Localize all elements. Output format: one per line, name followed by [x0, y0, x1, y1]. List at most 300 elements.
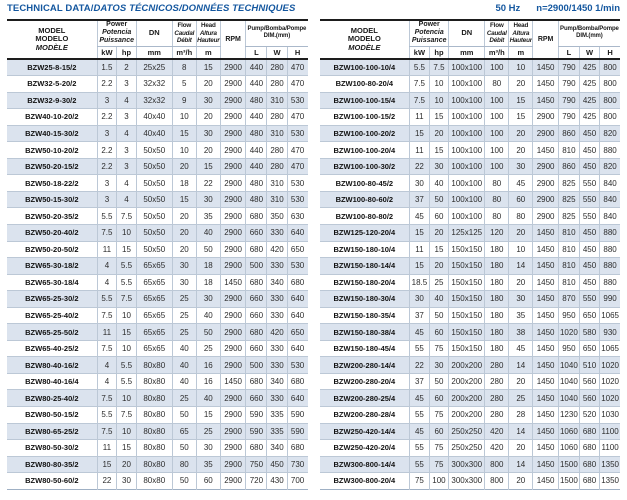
value-cell: 3 [97, 191, 117, 208]
value-cell: 7.5 [410, 92, 430, 109]
model-column-header [7, 20, 97, 59]
dim-label-line1: Pump/Bomba/Pompe [247, 26, 307, 33]
model-cell: BZW250-420-14/4 [320, 423, 410, 440]
value-cell: 500 [246, 357, 267, 374]
table-row [320, 406, 621, 423]
value-cell: 50 [172, 406, 196, 423]
value-cell: 30 [429, 357, 449, 374]
value-cell: 2900 [220, 423, 246, 440]
value-cell: 470 [287, 158, 307, 175]
value-cell: 16 [196, 373, 220, 390]
value-cell: 25x25 [136, 59, 172, 76]
value-cell: 2900 [220, 357, 246, 374]
table-header [7, 20, 308, 59]
value-cell: 20 [509, 274, 533, 291]
value-cell: 1020 [600, 390, 620, 407]
head-column-header [196, 20, 220, 46]
model-cell: BZW100-100-15/2 [320, 109, 410, 126]
value-cell: 2900 [220, 142, 246, 159]
value-cell: 4 [97, 373, 117, 390]
value-cell: 2900 [220, 406, 246, 423]
value-cell: 25 [172, 390, 196, 407]
value-cell: 30 [196, 291, 220, 308]
value-cell: 30 [410, 175, 430, 192]
value-cell: 1450 [533, 456, 559, 473]
table-row [7, 473, 308, 490]
page-title-translations: DATOS TÉCNICOS/DONNÉES TECHNIQUES [93, 3, 296, 14]
value-cell: 55 [410, 340, 430, 357]
value-cell: 560 [579, 373, 599, 390]
value-cell: 3 [97, 125, 117, 142]
flow-label-fr: Débit [176, 36, 192, 44]
value-cell: 1500 [558, 473, 579, 490]
value-cell: 1450 [533, 59, 559, 76]
value-cell: 590 [246, 423, 267, 440]
value-cell: 520 [579, 406, 599, 423]
value-cell: 2.2 [97, 142, 117, 159]
value-cell: 440 [246, 142, 267, 159]
table-row [7, 340, 308, 357]
value-cell: 100 [429, 473, 449, 490]
model-cell: BZW100-80-80/2 [320, 208, 410, 225]
value-cell: 440 [246, 109, 267, 126]
value-cell: 425 [579, 109, 599, 126]
value-cell: 16 [196, 357, 220, 374]
model-cell: BZW50-20-50/2 [7, 241, 97, 258]
value-cell: 45 [410, 423, 430, 440]
value-cell: 40 [429, 291, 449, 308]
value-cell: 7.5 [97, 224, 117, 241]
value-cell: 20 [509, 224, 533, 241]
value-cell: 10 [172, 142, 196, 159]
value-cell: 1450 [533, 224, 559, 241]
value-cell: 180 [485, 324, 509, 341]
value-cell: 65x65 [136, 258, 172, 275]
value-cell: 50 [172, 440, 196, 457]
model-cell: BZW50-20-15/2 [7, 158, 97, 175]
value-cell: 40 [172, 357, 196, 374]
value-cell: 580 [579, 324, 599, 341]
model-cell: BZW25-8-15/2 [7, 59, 97, 76]
value-cell: 14 [509, 357, 533, 374]
value-cell: 680 [287, 373, 307, 390]
value-cell: 790 [558, 59, 579, 76]
value-cell: 180 [485, 291, 509, 308]
value-cell: 530 [287, 125, 307, 142]
value-cell: 15 [509, 92, 533, 109]
value-cell: 65x65 [136, 307, 172, 324]
value-cell: 3 [117, 109, 137, 126]
value-cell: 880 [600, 142, 620, 159]
power-label-fr: Puissance [411, 37, 447, 45]
value-cell: 35 [509, 307, 533, 324]
value-cell: 180 [485, 241, 509, 258]
value-cell: 1040 [558, 373, 579, 390]
value-cell: 1450 [533, 406, 559, 423]
value-cell: 340 [267, 440, 287, 457]
value-cell: 20 [509, 125, 533, 142]
rpm-column-header [533, 20, 559, 59]
value-cell: 2900 [533, 191, 559, 208]
value-cell: 660 [246, 340, 267, 357]
model-cell: BZW100-80-20/4 [320, 76, 410, 93]
value-cell: 420 [485, 440, 509, 457]
table-row [320, 224, 621, 241]
value-cell: 825 [558, 191, 579, 208]
value-cell: 20 [509, 76, 533, 93]
table-row [320, 456, 621, 473]
value-cell: 590 [246, 406, 267, 423]
value-cell: 280 [485, 406, 509, 423]
value-cell: 800 [600, 109, 620, 126]
value-cell: 20 [172, 208, 196, 225]
value-cell: 2900 [533, 125, 559, 142]
value-cell: 100x100 [449, 76, 485, 93]
table-row [320, 340, 621, 357]
power-label-en: Power [418, 21, 440, 29]
value-cell: 20 [509, 473, 533, 490]
value-cell: 10 [117, 224, 137, 241]
rpm-label: RPM [225, 35, 241, 43]
value-cell: 20 [429, 258, 449, 275]
value-cell: 450 [579, 125, 599, 142]
table-row [320, 175, 621, 192]
model-cell: BZW80-40-16/4 [7, 373, 97, 390]
page-header [7, 3, 620, 18]
value-cell: 150x150 [449, 307, 485, 324]
value-cell: 680 [246, 324, 267, 341]
page-title [7, 3, 295, 14]
value-cell: 100x100 [449, 92, 485, 109]
value-cell: 40 [196, 307, 220, 324]
value-cell: 7.5 [97, 307, 117, 324]
value-cell: 40 [172, 340, 196, 357]
rpm-column-header [220, 20, 246, 59]
value-cell: 425 [579, 76, 599, 93]
value-cell: 470 [287, 109, 307, 126]
value-cell: 310 [267, 191, 287, 208]
value-cell: 440 [246, 59, 267, 76]
value-cell: 450 [579, 274, 599, 291]
value-cell: 1040 [558, 357, 579, 374]
value-cell: 790 [558, 109, 579, 126]
model-cell: BZW80-25-40/2 [7, 390, 97, 407]
value-cell: 280 [267, 142, 287, 159]
value-cell: 1350 [600, 456, 620, 473]
table-row [7, 258, 308, 275]
dn-label: DN [461, 28, 473, 38]
table-row [7, 373, 308, 390]
flow-label-en: Flow [490, 22, 504, 30]
value-cell: 680 [579, 440, 599, 457]
table-row [320, 142, 621, 159]
value-cell: 50 [429, 307, 449, 324]
value-cell: 2900 [533, 208, 559, 225]
value-cell: 80 [509, 208, 533, 225]
table-row [7, 324, 308, 341]
value-cell: 590 [287, 406, 307, 423]
value-cell: 450 [579, 258, 599, 275]
value-cell: 20 [196, 142, 220, 159]
value-cell: 300x300 [449, 456, 485, 473]
value-cell: 20 [429, 224, 449, 241]
value-cell: 280 [267, 59, 287, 76]
value-cell: 330 [267, 307, 287, 324]
value-cell: 810 [558, 241, 579, 258]
value-cell: 480 [246, 125, 267, 142]
value-cell: 20 [196, 76, 220, 93]
value-cell: 280 [267, 109, 287, 126]
value-cell: 50 [429, 191, 449, 208]
left-pump-table [7, 19, 308, 490]
value-cell: 4 [97, 357, 117, 374]
value-cell: 470 [287, 76, 307, 93]
table-row [320, 473, 621, 490]
value-cell: 75 [429, 440, 449, 457]
value-cell: 25 [172, 291, 196, 308]
value-cell: 15 [509, 109, 533, 126]
value-cell: 2900 [220, 440, 246, 457]
table-row [320, 373, 621, 390]
value-cell: 680 [287, 440, 307, 457]
model-cell: BZW40-10-20/2 [7, 109, 97, 126]
model-cell: BZW200-280-28/4 [320, 406, 410, 423]
unit-flow: m³/h [485, 46, 509, 59]
value-cell: 45 [509, 340, 533, 357]
value-cell: 80x80 [136, 357, 172, 374]
table-row [7, 208, 308, 225]
value-cell: 45 [410, 390, 430, 407]
value-cell: 20 [509, 440, 533, 457]
value-cell: 20 [117, 456, 137, 473]
value-cell: 820 [600, 158, 620, 175]
value-cell: 2900 [220, 92, 246, 109]
value-cell: 50 [172, 473, 196, 490]
value-cell: 335 [267, 406, 287, 423]
table-row [7, 175, 308, 192]
value-cell: 30 [196, 440, 220, 457]
value-cell: 840 [600, 175, 620, 192]
power-label-en: Power [106, 21, 128, 29]
model-cell: BZW200-280-20/4 [320, 373, 410, 390]
flow-label-fr: Débit [489, 36, 505, 44]
value-cell: 7.5 [117, 406, 137, 423]
model-cell: BZW65-40-25/2 [7, 340, 97, 357]
value-cell: 5.5 [97, 406, 117, 423]
model-cell: BZW100-80-60/2 [320, 191, 410, 208]
value-cell: 330 [267, 258, 287, 275]
value-cell: 1450 [533, 473, 559, 490]
value-cell: 75 [410, 473, 430, 490]
value-cell: 2900 [533, 109, 559, 126]
value-cell: 45 [410, 208, 430, 225]
unit-w: W [267, 46, 287, 59]
table-row [7, 191, 308, 208]
value-cell: 420 [485, 423, 509, 440]
dn-column-header [136, 20, 172, 46]
value-cell: 825 [558, 208, 579, 225]
value-cell: 20 [429, 125, 449, 142]
table-row [320, 208, 621, 225]
table-row [7, 59, 308, 76]
value-cell: 50x50 [136, 208, 172, 225]
model-cell: BZW150-180-14/4 [320, 258, 410, 275]
value-cell: 40 [172, 373, 196, 390]
value-cell: 14 [509, 258, 533, 275]
dn-column-header [449, 20, 485, 46]
model-cell: BZW80-40-16/2 [7, 357, 97, 374]
value-cell: 1450 [533, 373, 559, 390]
value-cell: 660 [246, 224, 267, 241]
model-cell: BZW250-420-20/4 [320, 440, 410, 457]
model-cell: BZW80-50-60/2 [7, 473, 97, 490]
value-cell: 790 [558, 92, 579, 109]
value-cell: 4 [117, 125, 137, 142]
value-cell: 280 [267, 158, 287, 175]
value-cell: 1020 [558, 324, 579, 341]
value-cell: 420 [267, 241, 287, 258]
value-cell: 1060 [558, 440, 579, 457]
value-cell: 7.5 [117, 291, 137, 308]
value-cell: 880 [600, 258, 620, 275]
value-cell: 1450 [220, 274, 246, 291]
value-cell: 15 [196, 59, 220, 76]
value-cell: 650 [579, 340, 599, 357]
value-cell: 100 [485, 142, 509, 159]
value-cell: 5.5 [117, 258, 137, 275]
value-cell: 11 [97, 241, 117, 258]
value-cell: 7.5 [429, 59, 449, 76]
model-cell: BZW100-100-20/2 [320, 125, 410, 142]
value-cell: 100 [485, 109, 509, 126]
value-cell: 680 [246, 274, 267, 291]
value-cell: 5 [172, 76, 196, 93]
value-cell: 800 [600, 59, 620, 76]
value-cell: 75 [429, 340, 449, 357]
value-cell: 18 [172, 175, 196, 192]
value-cell: 2900 [220, 324, 246, 341]
value-cell: 14 [509, 423, 533, 440]
value-cell: 880 [600, 241, 620, 258]
value-cell: 2900 [220, 109, 246, 126]
value-cell: 25 [196, 340, 220, 357]
value-cell: 55 [410, 456, 430, 473]
unit-h: H [600, 46, 620, 59]
value-cell: 30 [117, 473, 137, 490]
model-cell: BZW65-25-30/2 [7, 291, 97, 308]
value-cell: 2900 [220, 175, 246, 192]
value-cell: 100 [485, 125, 509, 142]
value-cell: 5.5 [410, 59, 430, 76]
dim-column-header [558, 20, 620, 46]
value-cell: 28 [509, 406, 533, 423]
value-cell: 150x150 [449, 258, 485, 275]
dim-column-header [246, 20, 308, 46]
value-cell: 125x125 [449, 224, 485, 241]
value-cell: 15 [429, 109, 449, 126]
value-cell: 4 [117, 92, 137, 109]
value-cell: 335 [267, 423, 287, 440]
value-cell: 80x80 [136, 406, 172, 423]
value-cell: 150x150 [449, 291, 485, 308]
model-cell: BZW150-180-38/4 [320, 324, 410, 341]
value-cell: 650 [579, 307, 599, 324]
value-cell: 680 [246, 373, 267, 390]
value-cell: 860 [558, 125, 579, 142]
value-cell: 60 [429, 423, 449, 440]
value-cell: 3 [97, 175, 117, 192]
right-table-body [320, 59, 621, 489]
value-cell: 25 [429, 274, 449, 291]
value-cell: 30 [196, 92, 220, 109]
value-cell: 800 [600, 92, 620, 109]
value-cell: 310 [267, 175, 287, 192]
table-row [7, 92, 308, 109]
value-cell: 15 [429, 241, 449, 258]
value-cell: 2 [117, 59, 137, 76]
value-cell: 100x100 [449, 59, 485, 76]
value-cell: 640 [287, 291, 307, 308]
value-cell: 720 [246, 473, 267, 490]
table-row [7, 406, 308, 423]
model-cell: BZW40-15-30/2 [7, 125, 97, 142]
value-cell: 150x150 [449, 274, 485, 291]
dim-label-line1: Pump/Bomba/Pompe [560, 26, 619, 33]
model-cell: BZW65-25-40/2 [7, 307, 97, 324]
speed-value: n=2900/1450 1/min [536, 3, 620, 14]
value-cell: 810 [558, 224, 579, 241]
value-cell: 32x32 [136, 92, 172, 109]
model-cell: BZW80-50-30/2 [7, 440, 97, 457]
value-cell: 80x80 [136, 390, 172, 407]
value-cell: 11 [410, 109, 430, 126]
value-cell: 25 [196, 423, 220, 440]
model-cell: BZW150-180-10/4 [320, 241, 410, 258]
value-cell: 3 [117, 76, 137, 93]
value-cell: 510 [579, 357, 599, 374]
value-cell: 10 [117, 340, 137, 357]
value-cell: 2900 [220, 59, 246, 76]
value-cell: 470 [287, 142, 307, 159]
unit-mm: mm [449, 46, 485, 59]
value-cell: 50 [429, 373, 449, 390]
value-cell: 680 [579, 473, 599, 490]
table-row [7, 456, 308, 473]
value-cell: 100 [485, 92, 509, 109]
model-cell: BZW125-120-20/4 [320, 224, 410, 241]
model-cell: BZW50-15-30/2 [7, 191, 97, 208]
table-row [7, 109, 308, 126]
value-cell: 425 [579, 92, 599, 109]
value-cell: 1.5 [97, 59, 117, 76]
value-cell: 30 [196, 125, 220, 142]
value-cell: 10 [509, 241, 533, 258]
value-cell: 37 [410, 191, 430, 208]
unit-flow: m³/h [172, 46, 196, 59]
value-cell: 530 [287, 258, 307, 275]
value-cell: 10 [172, 109, 196, 126]
unit-l: L [558, 46, 579, 59]
value-cell: 1450 [533, 76, 559, 93]
value-cell: 35 [196, 456, 220, 473]
value-cell: 660 [246, 390, 267, 407]
value-cell: 1450 [533, 241, 559, 258]
value-cell: 5.5 [97, 291, 117, 308]
value-cell: 100x100 [449, 109, 485, 126]
value-cell: 180 [485, 340, 509, 357]
value-cell: 640 [287, 224, 307, 241]
model-cell: BZW65-25-50/2 [7, 324, 97, 341]
